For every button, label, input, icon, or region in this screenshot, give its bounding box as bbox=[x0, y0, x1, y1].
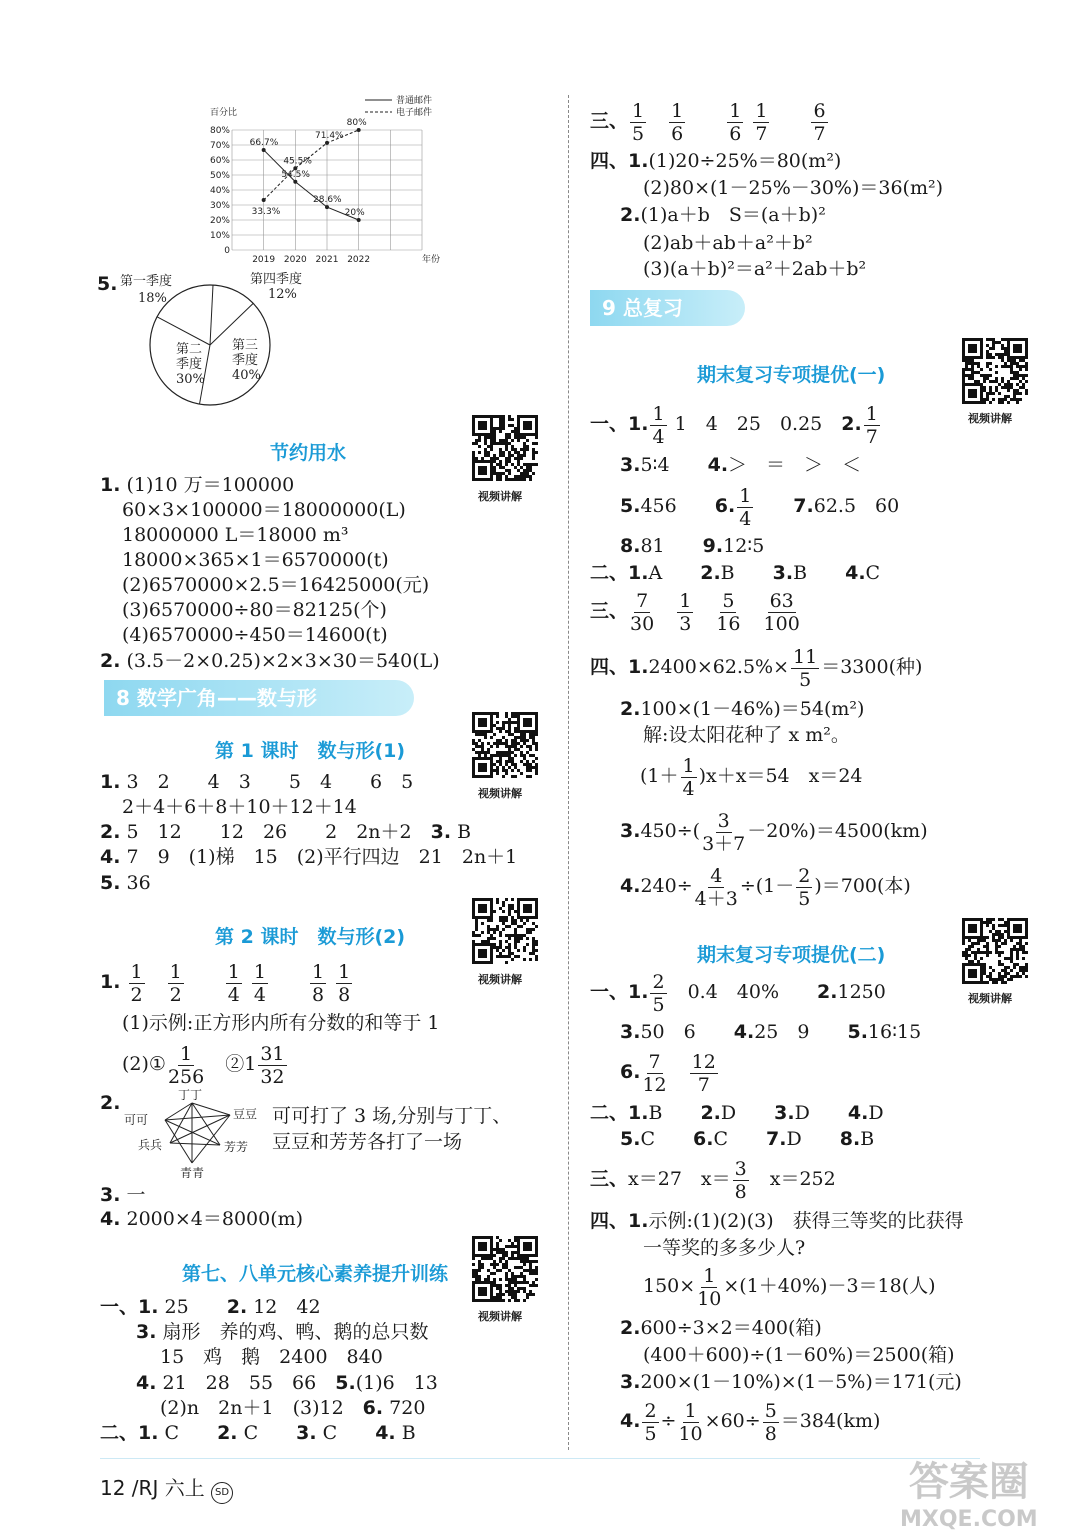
fraction: $\frac{7}{30}$ bbox=[630, 589, 655, 635]
answer-line: ＝3300(种) bbox=[821, 656, 923, 678]
q-num: 4. bbox=[100, 1208, 121, 1230]
qr-label: 视频讲解 bbox=[478, 1310, 522, 1323]
fraction: $\frac{1}{7}$ bbox=[755, 99, 768, 145]
qr-label: 视频讲解 bbox=[478, 490, 522, 503]
section-num: 四、 bbox=[590, 150, 629, 172]
q-num: 7. bbox=[793, 495, 814, 517]
fraction: $\frac{11}{5}$ bbox=[793, 645, 818, 691]
q-num: 2. bbox=[100, 821, 121, 843]
legend-dashed: 电子邮件 bbox=[396, 108, 433, 118]
q-num: 6. bbox=[693, 1128, 714, 1150]
answer-line: 18000000 L＝18000 m³ bbox=[122, 524, 349, 546]
answer-line: 解:设太阳花种了 x m²。 bbox=[643, 724, 850, 746]
answer-line: )＝700(本) bbox=[814, 875, 911, 897]
q-num: 5. bbox=[620, 1128, 641, 1150]
q-num: 4. bbox=[375, 1422, 396, 1444]
fraction: $\frac{1}{2}$ bbox=[169, 960, 182, 1006]
fraction: $\frac{1}{4}$ bbox=[682, 754, 695, 800]
answer-line: 5 12 12 26 2 2n＋2 bbox=[126, 821, 412, 843]
data-point bbox=[262, 148, 266, 152]
fraction: $\frac{1}{10}$ bbox=[678, 1399, 703, 1445]
answer-line: (1)6 13 bbox=[355, 1372, 438, 1394]
mail-line-chart bbox=[200, 90, 460, 270]
answer-line: D bbox=[720, 1102, 737, 1124]
pie-pct-q2: 30% bbox=[176, 372, 205, 387]
q-num: 6. bbox=[620, 1061, 641, 1083]
heading-core-training: 第七、八单元核心素养提升训练 bbox=[182, 1263, 449, 1285]
q-num: 1. bbox=[628, 1102, 649, 1124]
fraction: $\frac{1}{2}$ bbox=[130, 960, 143, 1006]
data-label: 66.7% bbox=[249, 137, 279, 148]
qr-label: 视频讲解 bbox=[968, 412, 1012, 425]
chart-xlabel: 年份 bbox=[422, 255, 441, 265]
q-num: 4. bbox=[100, 846, 121, 868]
answer-line: C bbox=[243, 1422, 259, 1444]
q-num: 3. bbox=[620, 454, 641, 476]
q-num: 4. bbox=[847, 1102, 869, 1124]
pie-label-q2a: 第二 bbox=[176, 342, 203, 357]
q-num: 2. bbox=[620, 698, 641, 720]
answer-line: 81 bbox=[640, 535, 665, 557]
x-tick-label: 2019 bbox=[252, 255, 276, 265]
answer-line: )x＋x＝54 x＝24 bbox=[698, 765, 863, 787]
answer-line: x＝27 x＝ bbox=[628, 1168, 731, 1190]
y-tick-label: 70% bbox=[209, 141, 230, 151]
answer-line: B bbox=[401, 1422, 416, 1444]
pie-pct-q3: 40% bbox=[232, 368, 261, 383]
y-tick-label: 10% bbox=[209, 231, 230, 241]
q-num: 1. bbox=[628, 562, 649, 584]
fraction: $\frac{5}{16}$ bbox=[716, 589, 741, 635]
answer-line: D bbox=[868, 1102, 884, 1124]
x-tick-label: 2020 bbox=[283, 255, 307, 265]
fraction: $\frac{1}{10}$ bbox=[697, 1264, 722, 1310]
fraction: $\frac{1}{4}$ bbox=[227, 960, 240, 1006]
season-pie-chart bbox=[110, 265, 310, 415]
answer-line: (3)(a＋b)²＝a²＋2ab＋b² bbox=[643, 258, 867, 280]
q-num: 4. bbox=[620, 1410, 641, 1432]
fraction: $\frac{1}{6}$ bbox=[671, 99, 684, 145]
y-tick-label: 0 bbox=[224, 246, 230, 256]
answer-line: B bbox=[860, 1128, 875, 1150]
watermark-text: 答案圈 bbox=[908, 1459, 1029, 1505]
fraction: $\frac{1}{4}$ bbox=[652, 402, 665, 448]
fraction: $\frac{1}{8}$ bbox=[311, 960, 325, 1006]
fraction: $\frac{5}{8}$ bbox=[764, 1399, 777, 1445]
answer-line: 240÷ bbox=[640, 875, 693, 897]
answer-line: 一等奖的多多少人? bbox=[643, 1237, 806, 1259]
answer-line: (2)n 2n＋1 (3)12 bbox=[160, 1397, 344, 1419]
q-num: 3. bbox=[136, 1321, 157, 1343]
answer-line: 5∶4 bbox=[640, 454, 670, 476]
fraction: $\frac{1}{8}$ bbox=[338, 960, 351, 1006]
answer-line: 25 9 bbox=[754, 1021, 810, 1043]
q-num: 2. bbox=[226, 1296, 248, 1318]
section-num: 三、 bbox=[590, 1168, 629, 1190]
q-num: 9. bbox=[702, 535, 724, 557]
answer-line: x＝252 bbox=[769, 1168, 836, 1190]
fraction: $\frac{63}{100}$ bbox=[763, 589, 800, 635]
answer-line: 1 4 25 0.25 bbox=[674, 413, 823, 435]
heading-final-review-1: 期末复习专项提优(一) bbox=[697, 364, 886, 386]
answer-line: (3)6570000÷80＝82125(个) bbox=[122, 599, 387, 621]
q-num: 2. bbox=[700, 1102, 721, 1124]
q-num: 5. bbox=[100, 872, 121, 894]
q5-number: 5. bbox=[97, 273, 118, 295]
y-tick-label: 80% bbox=[209, 126, 230, 136]
qr-label: 视频讲解 bbox=[478, 973, 522, 986]
q-num: 2. bbox=[841, 413, 862, 435]
answer-line: C bbox=[322, 1422, 338, 1444]
chart-ylabel: 百分比 bbox=[210, 108, 238, 118]
section-num: 三、 bbox=[590, 110, 629, 132]
answer-line: 2000×4＝8000(m) bbox=[126, 1208, 304, 1230]
answer-line: ÷(1－ bbox=[739, 875, 795, 897]
section-num: 二、 bbox=[100, 1422, 139, 1444]
q-num: 3. bbox=[772, 562, 794, 584]
section-num: 四、 bbox=[590, 656, 629, 678]
fraction: $\frac{2}{5}$ bbox=[644, 1399, 657, 1445]
watermark-url: MXQE.COM bbox=[900, 1507, 1038, 1532]
data-label: 28.6% bbox=[313, 195, 342, 206]
q-num: 1. bbox=[100, 474, 121, 496]
qr-code-icon[interactable] bbox=[962, 918, 1028, 984]
footer-rule bbox=[100, 1458, 980, 1459]
q-num: 1. bbox=[628, 656, 649, 678]
fraction: $\frac{1}{4}$ bbox=[739, 484, 752, 530]
legend-solid: 普通邮件 bbox=[396, 96, 433, 106]
fraction: $\frac{1}{7}$ bbox=[865, 402, 878, 448]
answer-line: 200×(1－10%)×(1－5%)＝171(元) bbox=[640, 1371, 962, 1393]
data-point bbox=[357, 218, 361, 222]
answer-line: 2＋4＋6＋8＋10＋12＋14 bbox=[122, 796, 357, 818]
answer-line: 豆豆和芳芳各打了一场 bbox=[272, 1131, 463, 1153]
answer-line: C bbox=[713, 1128, 729, 1150]
data-label: 33.3% bbox=[251, 207, 281, 218]
q-num: 1. bbox=[100, 771, 121, 793]
qr-label: 视频讲解 bbox=[478, 787, 522, 800]
fraction: $\frac{2}{5}$ bbox=[798, 864, 811, 910]
q-num: 1. bbox=[628, 1210, 649, 1232]
node-doudou: 豆豆 bbox=[233, 1107, 258, 1121]
heading-lesson-1: 第 1 课时 数与形(1) bbox=[215, 740, 406, 762]
pie-label-q3b: 季度 bbox=[232, 353, 259, 368]
answer-line: C bbox=[640, 1128, 655, 1150]
answer-line: 60×3×100000＝18000000(L) bbox=[122, 499, 406, 521]
heading-final-review-2: 期末复习专项提优(二) bbox=[697, 944, 886, 966]
q-num: 1. bbox=[100, 971, 121, 993]
answer-line: 扇形 养的鸡、鸭、鹅的总只数 bbox=[162, 1321, 429, 1343]
q-num: 5. bbox=[620, 495, 641, 517]
data-point bbox=[325, 141, 329, 145]
q-num: 7. bbox=[766, 1128, 787, 1150]
section-num: 四、 bbox=[590, 1210, 629, 1232]
answer-line: －20%)＝4500(km) bbox=[747, 820, 928, 842]
node-fangfang: 芳芳 bbox=[224, 1140, 249, 1154]
q-num: 1. bbox=[628, 413, 649, 435]
q-num: 3. bbox=[620, 1021, 641, 1043]
node-qingqing: 青青 bbox=[180, 1166, 205, 1180]
x-tick-label: 2022 bbox=[347, 255, 371, 265]
y-tick-label: 20% bbox=[209, 216, 230, 226]
q-num: 3. bbox=[430, 821, 452, 843]
fraction: $\frac{7}{12}$ bbox=[642, 1050, 667, 1096]
q-num: 2. bbox=[100, 650, 121, 672]
pie-label-q2b: 季度 bbox=[176, 357, 203, 372]
answer-line: (1)10 万＝100000 bbox=[126, 474, 295, 496]
qr-label: 视频讲解 bbox=[968, 992, 1012, 1005]
q-num: 5. bbox=[335, 1372, 356, 1394]
section-num: 一、 bbox=[590, 981, 629, 1003]
answer-line: 720 bbox=[389, 1397, 426, 1419]
q-num: 4. bbox=[620, 875, 641, 897]
answer-line: ＞ ＝ ＞ ＜ bbox=[728, 454, 862, 476]
q-num: 8. bbox=[620, 535, 641, 557]
q-num: 5. bbox=[847, 1021, 868, 1043]
node-keke: 可可 bbox=[124, 1113, 149, 1127]
fraction: $\frac{3}{8}$ bbox=[734, 1157, 747, 1203]
unit-8-banner: 8 数学广角——数与形 bbox=[104, 680, 414, 716]
qr-code-icon[interactable] bbox=[472, 415, 538, 481]
q-num: 2. bbox=[100, 1092, 121, 1114]
q-num: 1. bbox=[628, 150, 649, 172]
qr-code-icon[interactable] bbox=[472, 712, 538, 778]
sd-badge: SD bbox=[211, 1482, 233, 1504]
match-graph bbox=[120, 1085, 270, 1180]
answer-line: 36 bbox=[126, 872, 151, 894]
q-num: 4. bbox=[845, 562, 866, 584]
answer-line: 100×(1－46%)＝54(m²) bbox=[640, 698, 865, 720]
page-number: 12 /RJ 六上 bbox=[100, 1476, 205, 1500]
section-num: 一、 bbox=[100, 1296, 139, 1318]
answer-line: 3 2 4 3 5 4 6 5 bbox=[126, 771, 414, 793]
data-label: 54.5% bbox=[281, 169, 310, 180]
answer-line: 62.5 60 bbox=[813, 495, 900, 517]
pie-slice-edge bbox=[210, 285, 213, 345]
data-label: 20% bbox=[344, 208, 365, 218]
answer-line: ×60÷ bbox=[704, 1410, 761, 1432]
data-point bbox=[325, 205, 329, 209]
answer-line: 7 9 (1)梯 15 (2)平行四边 21 2n＋1 bbox=[126, 846, 518, 868]
q-num: 6. bbox=[714, 495, 736, 517]
answer-line: 2400×62.5%× bbox=[648, 656, 790, 678]
answer-line: (1)20÷25%＝80(m²) bbox=[648, 150, 842, 172]
answer-line: ＝384(km) bbox=[780, 1410, 881, 1432]
answer-line: 150× bbox=[643, 1275, 696, 1297]
q-num: 1. bbox=[628, 981, 649, 1003]
data-point bbox=[262, 198, 266, 202]
y-tick-label: 50% bbox=[209, 171, 230, 181]
answer-line: 示例:(1)(2)(3) 获得三等奖的比获得 bbox=[648, 1210, 964, 1232]
data-label: 80% bbox=[346, 118, 367, 128]
q-num: 4. bbox=[136, 1372, 157, 1394]
section-num: 二、 bbox=[590, 562, 629, 584]
q-num: 3. bbox=[296, 1422, 317, 1444]
q-num: 4. bbox=[707, 454, 729, 476]
answer-line: 16∶15 bbox=[867, 1021, 922, 1043]
q-num: 6. bbox=[362, 1397, 384, 1419]
answer-line: B bbox=[793, 562, 808, 584]
fraction: $\frac{1}{5}$ bbox=[632, 99, 645, 145]
answer-line: (400＋600)÷(1－60%)＝2500(箱) bbox=[643, 1344, 955, 1366]
watermark bbox=[900, 1450, 1038, 1532]
answer-line: D bbox=[786, 1128, 802, 1150]
answer-line: 15 鸡 鹅 2400 840 bbox=[160, 1346, 383, 1368]
qr-code-icon[interactable] bbox=[472, 898, 538, 964]
q-num: 2. bbox=[817, 981, 838, 1003]
answer-line: (4)6570000÷450＝14600(t) bbox=[122, 624, 388, 646]
answer-line: 1250 bbox=[837, 981, 886, 1003]
data-label: 45.5% bbox=[283, 156, 312, 167]
q-num: 1. bbox=[138, 1422, 159, 1444]
answer-line: 456 bbox=[640, 495, 677, 517]
answer-line: 0.4 40% bbox=[687, 981, 780, 1003]
fraction: $\frac{1}{256}$ bbox=[167, 1042, 205, 1088]
answer-line: (1)a＋b S＝(a＋b)² bbox=[640, 204, 826, 226]
answer-line: C bbox=[865, 562, 881, 584]
answer-line: ×(1＋40%)－3＝18(人) bbox=[723, 1275, 936, 1297]
section-num: 三、 bbox=[590, 600, 629, 622]
unit-9-banner: 9 总复习 bbox=[590, 290, 745, 326]
answer-line: 12∶5 bbox=[723, 535, 765, 557]
answer-line: 50 6 bbox=[640, 1021, 696, 1043]
answer-line: ②1 bbox=[225, 1053, 257, 1075]
heading-save-water: 节约用水 bbox=[270, 442, 347, 464]
answer-line: B bbox=[457, 821, 472, 843]
node-bingbing: 兵兵 bbox=[138, 1138, 163, 1152]
answer-line: (2)① bbox=[122, 1053, 166, 1075]
answer-line: 600÷3×2＝400(箱) bbox=[640, 1317, 822, 1339]
q-num: 2. bbox=[620, 1317, 641, 1339]
data-label: 71.4% bbox=[315, 130, 344, 141]
answer-line: (2)6570000×2.5＝16425000(元) bbox=[122, 574, 430, 596]
fraction: $\frac{31}{32}$ bbox=[260, 1042, 285, 1088]
fraction: $\frac{1}{3}$ bbox=[679, 589, 692, 635]
answer-line: 12 42 bbox=[253, 1296, 321, 1318]
section-num: 二、 bbox=[590, 1102, 629, 1124]
fraction: $\frac{1}{6}$ bbox=[729, 99, 742, 145]
pie-label-q4: 第四季度 bbox=[250, 272, 303, 287]
answer-line: B bbox=[720, 562, 735, 584]
pie-pct-q4: 12% bbox=[268, 287, 297, 302]
pie-pct-q1: 18% bbox=[138, 291, 167, 306]
pie-slice-edge bbox=[157, 317, 210, 345]
fraction: $\frac{4}{4+3}$ bbox=[694, 864, 738, 910]
fraction: $\frac{3}{3+7}$ bbox=[702, 809, 746, 855]
fraction: $\frac{6}{7}$ bbox=[813, 99, 826, 145]
fraction: $\frac{12}{7}$ bbox=[691, 1050, 716, 1096]
y-tick-label: 30% bbox=[209, 201, 230, 211]
section-num: 一、 bbox=[590, 413, 629, 435]
q-num: 2. bbox=[620, 204, 641, 226]
answer-line: 450÷( bbox=[640, 820, 701, 842]
q-num: 3. bbox=[774, 1102, 795, 1124]
answer-line: C bbox=[164, 1422, 180, 1444]
data-point bbox=[293, 180, 297, 184]
fraction: $\frac{2}{5}$ bbox=[652, 970, 665, 1016]
page-footer bbox=[100, 1472, 233, 1504]
y-tick-label: 60% bbox=[209, 156, 230, 166]
pie-label-q1: 第一季度 bbox=[120, 274, 173, 289]
q-num: 8. bbox=[839, 1128, 861, 1150]
heading-lesson-2: 第 2 课时 数与形(2) bbox=[215, 926, 406, 948]
x-tick-label: 2021 bbox=[315, 255, 339, 265]
data-point bbox=[357, 128, 361, 132]
answer-line: 25 bbox=[164, 1296, 189, 1318]
q-num: 1. bbox=[138, 1296, 159, 1318]
fraction: $\frac{1}{4}$ bbox=[253, 960, 266, 1006]
answer-line: B bbox=[648, 1102, 663, 1124]
answer-line: 可可打了 3 场,分别与丁丁、 bbox=[272, 1105, 512, 1127]
y-tick-label: 40% bbox=[209, 186, 230, 196]
answer-line: 一 bbox=[126, 1184, 146, 1206]
q-num: 3. bbox=[620, 1371, 641, 1393]
q-num: 4. bbox=[733, 1021, 755, 1043]
answer-line: A bbox=[648, 562, 663, 584]
column-divider bbox=[568, 95, 569, 1450]
answer-line: 18000×365×1＝6570000(t) bbox=[122, 549, 389, 571]
pie-label-q3a: 第三 bbox=[232, 338, 259, 353]
qr-code-icon[interactable] bbox=[472, 1236, 538, 1302]
answer-line: D bbox=[794, 1102, 810, 1124]
q-num: 2. bbox=[700, 562, 721, 584]
node-dingding: 丁丁 bbox=[178, 1088, 203, 1102]
answer-line: 21 28 55 66 bbox=[162, 1372, 317, 1394]
answer-line: (1)示例:正方形内所有分数的和等于 1 bbox=[122, 1012, 440, 1034]
answer-line: (3.5－2×0.25)×2×3×30＝540(L) bbox=[126, 650, 440, 672]
answer-line: (2)ab＋ab＋a²＋b² bbox=[643, 232, 813, 254]
qr-code-icon[interactable] bbox=[962, 338, 1028, 404]
q-num: 3. bbox=[620, 820, 641, 842]
answer-line: ÷ bbox=[660, 1410, 677, 1432]
q-num: 2. bbox=[217, 1422, 238, 1444]
q-num: 3. bbox=[100, 1184, 121, 1206]
answer-line: (2)80×(1－25%－30%)＝36(m²) bbox=[643, 177, 944, 199]
